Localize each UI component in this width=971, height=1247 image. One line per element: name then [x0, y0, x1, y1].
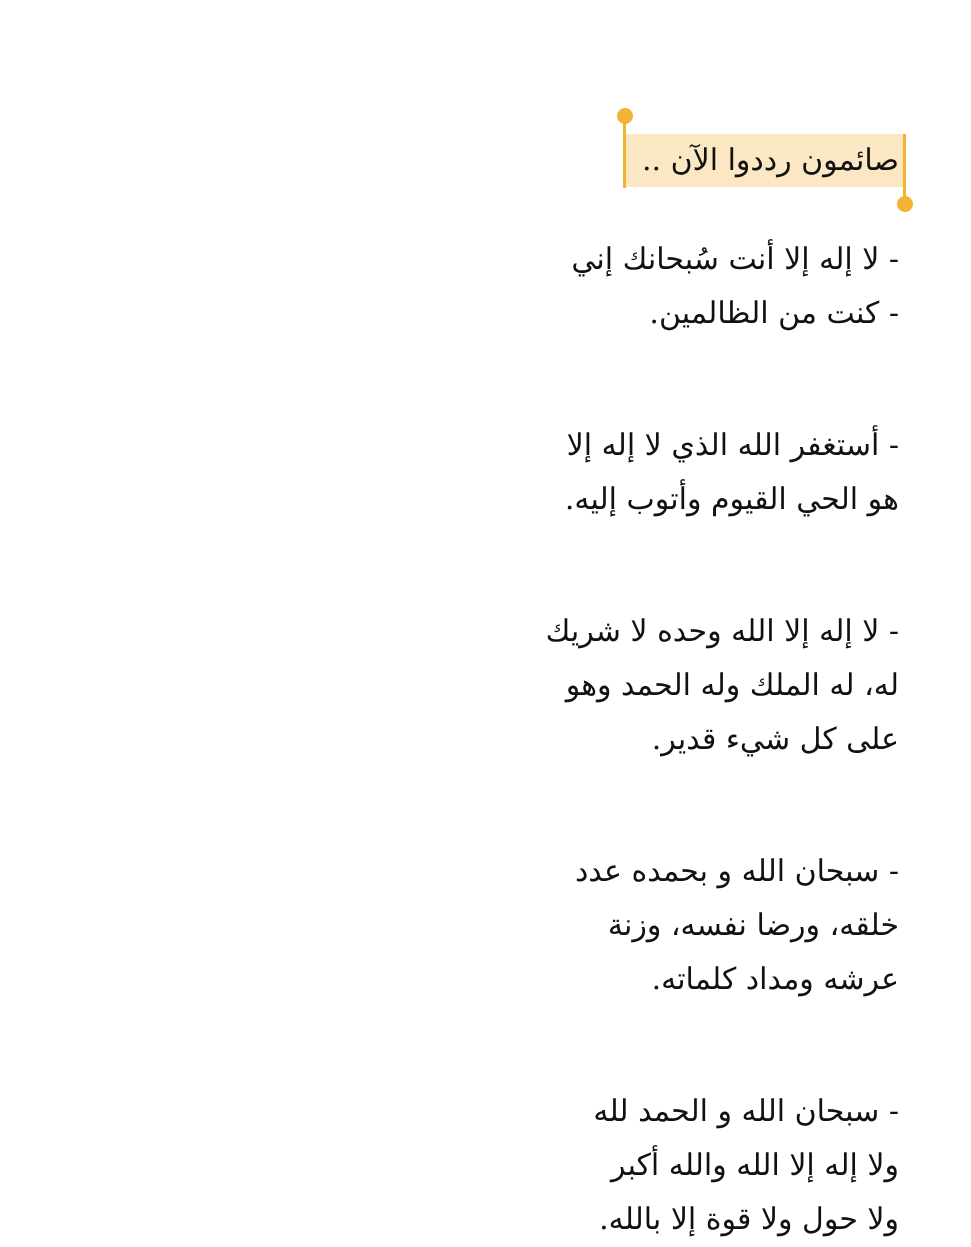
dhikr-line: - كنت من الظالمين. [649, 296, 899, 331]
dhikr-block-4 [479, 845, 899, 1007]
dhikr-line: - سبحان الله و بحمده عدد [574, 854, 899, 889]
highlight-handle-dot-start [617, 108, 633, 124]
highlight-handle-bar-start [623, 114, 626, 188]
dhikr-line: ولا إله إلا الله والله أكبر [611, 1148, 899, 1183]
highlight-handle-bar-end [903, 134, 906, 204]
dhikr-line: - أستغفر الله الذي لا إله إلا [566, 428, 899, 463]
dhikr-line: على كل شيء قدير. [651, 722, 899, 757]
dhikr-line: - سبحان الله و الحمد لله [593, 1094, 899, 1129]
page-title: صائمون رددوا الآن .. [641, 143, 899, 178]
dhikr-line: له، له الملك وله الحمد وهو [565, 668, 899, 703]
dhikr-line: - لا إله إلا الله وحده لا شريك [545, 614, 899, 649]
dhikr-block-2 [479, 419, 899, 527]
dhikr-block-5 [479, 1085, 899, 1247]
dhikr-line: عرشه ومداد كلماته. [651, 962, 899, 997]
dhikr-line: ولا حول ولا قوة إلا بالله. [599, 1202, 899, 1237]
highlight-handle-dot-end [897, 196, 913, 212]
title-callout [623, 108, 913, 218]
dhikr-line: خلقه، ورضا نفسه، وزنة [607, 908, 899, 943]
dhikr-list [479, 233, 899, 1247]
dhikr-block-3 [479, 605, 899, 767]
dhikr-block-1 [479, 233, 899, 341]
dhikr-line: هو الحي القيوم وأتوب إليه. [564, 482, 899, 517]
dhikr-line: - لا إله إلا أنت سُبحانك إني [571, 242, 899, 277]
